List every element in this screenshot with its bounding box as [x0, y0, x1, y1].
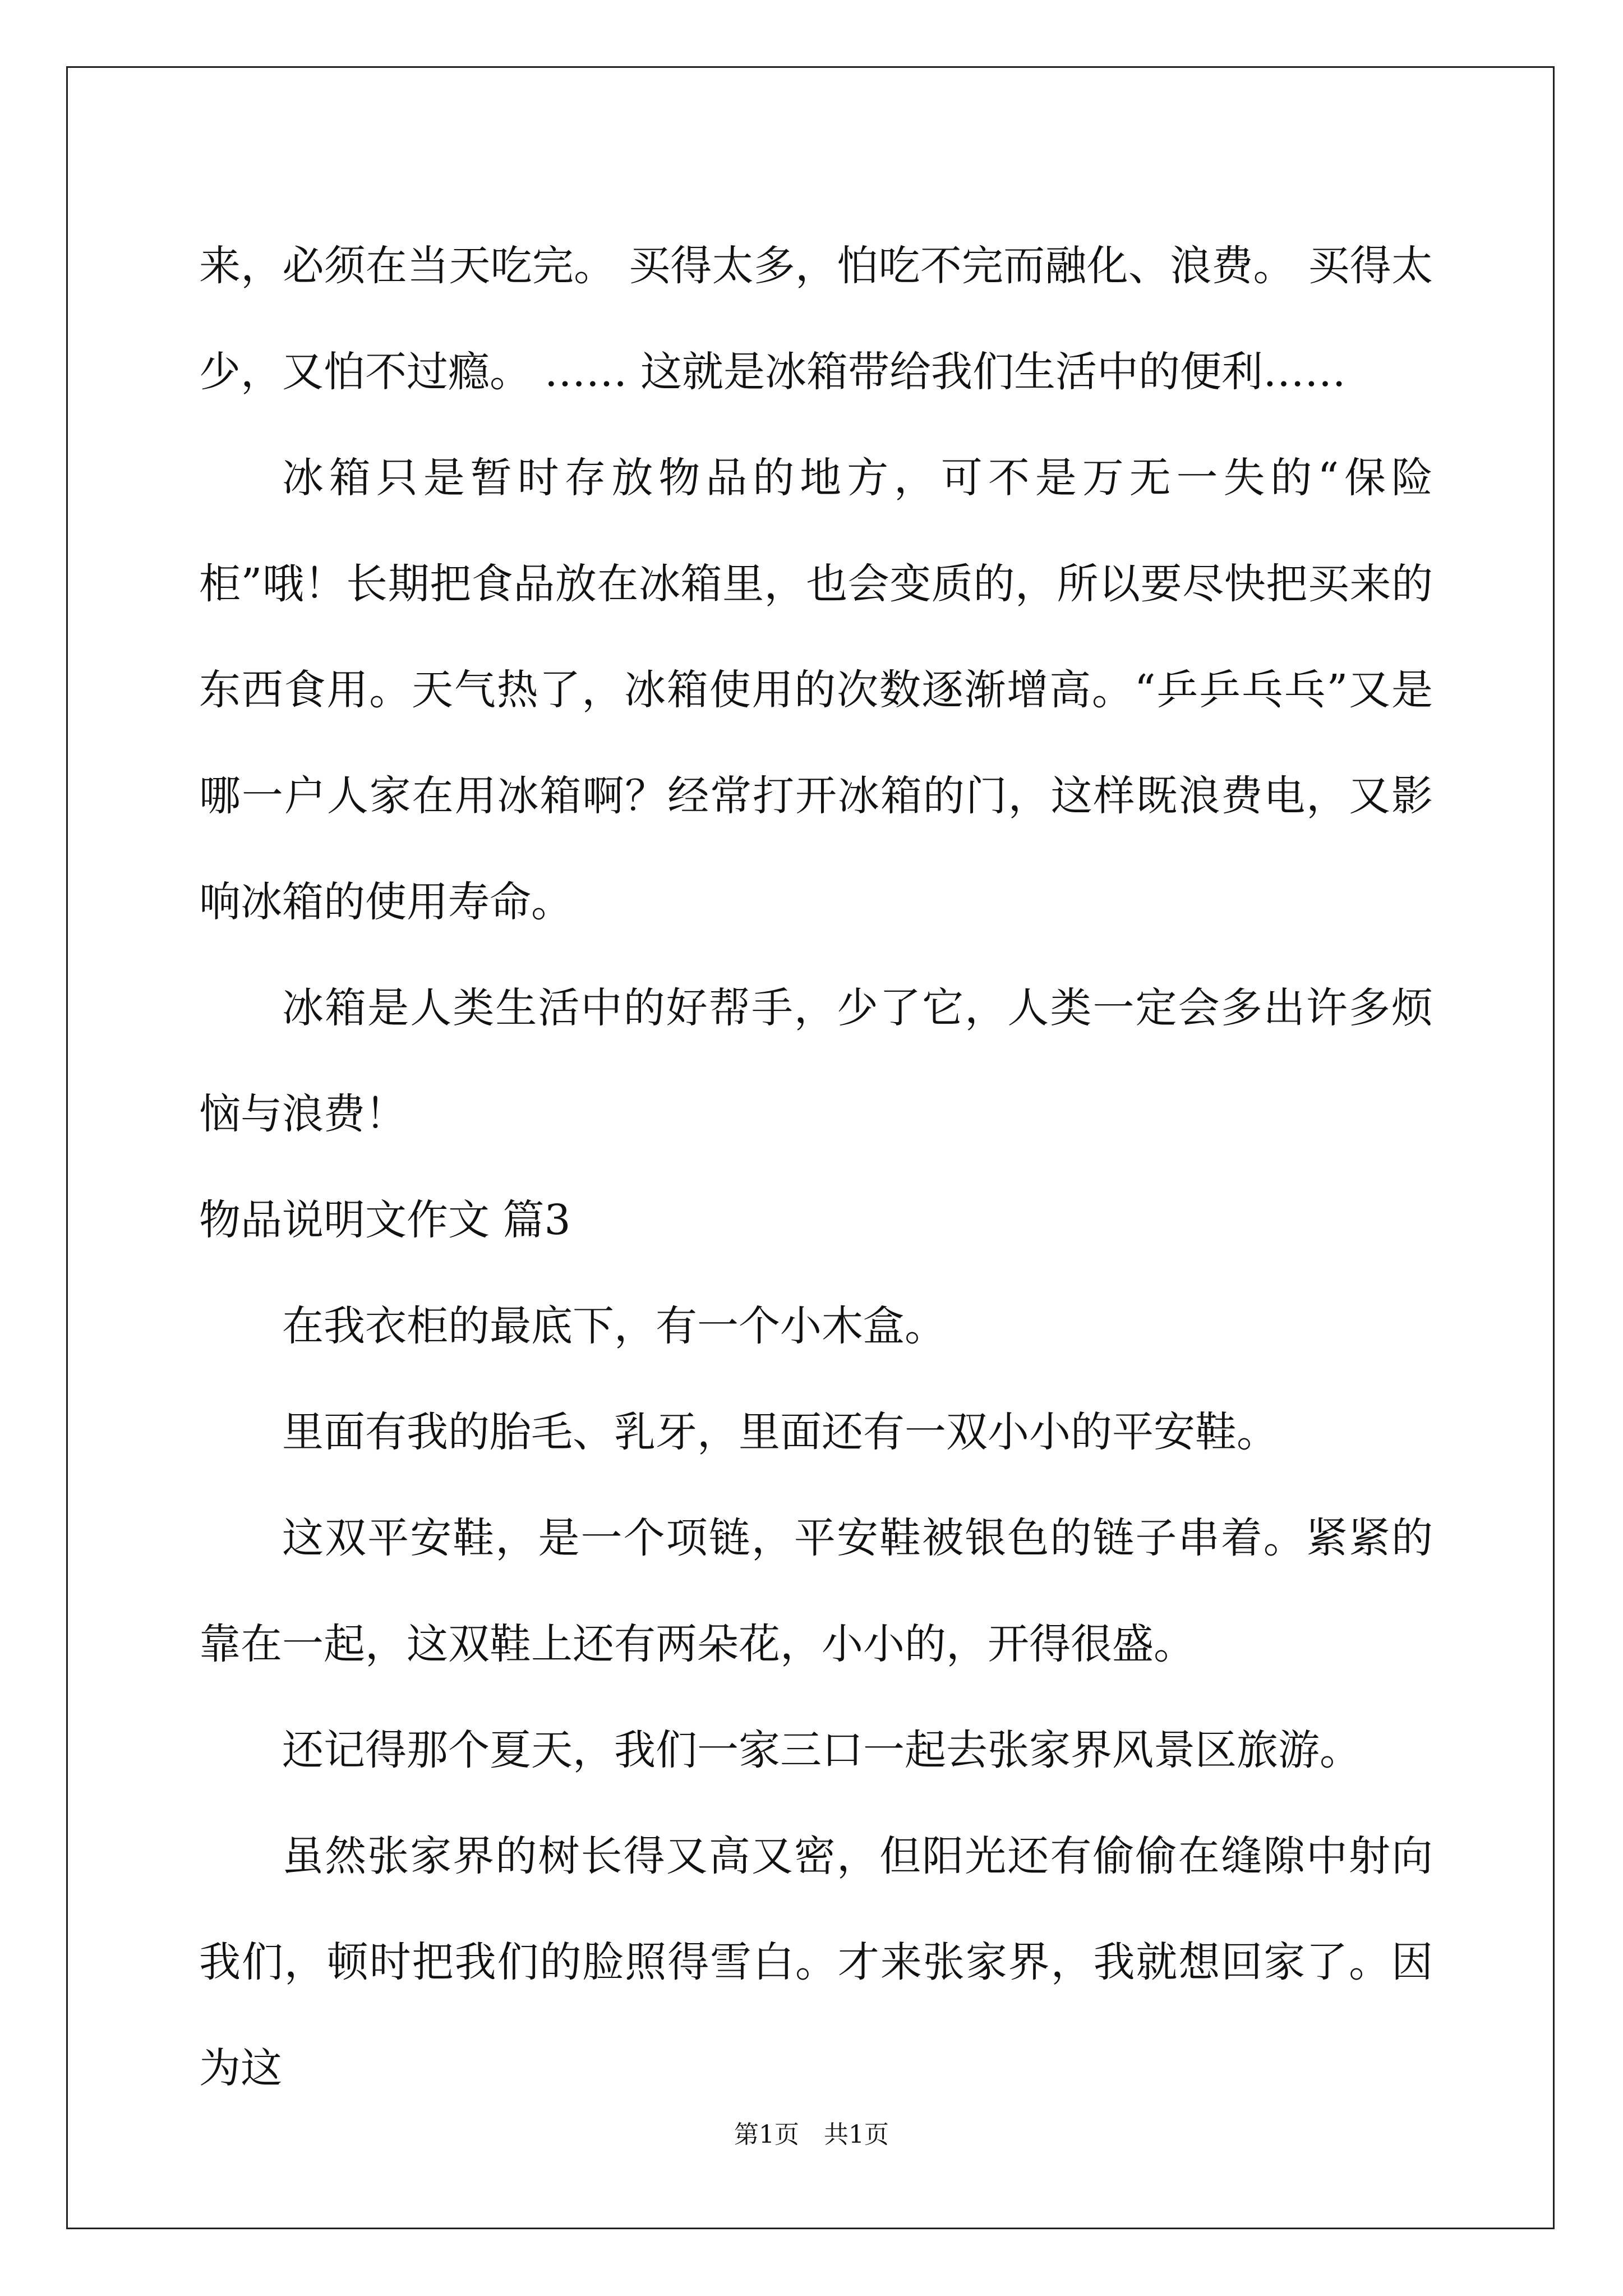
document-body	[199, 213, 1433, 2122]
paragraph: 虽然张家界的树长得又高又密，但阳光还有偷偷在缝隙中射向我们，顿时把我们的脸照得雪白。才来张家界，我就想回家了。因为这	[199, 1832, 1433, 2092]
paragraph: 里面有我的胎毛、乳牙，里面还有一双小小的平安鞋。	[282, 1408, 1278, 1456]
paragraph: 冰箱只是暂时存放物品的地方，可不是万无一失的“保险柜”哦！长期把食品放在冰箱里，也会变质的，所以要尽快把买来的东西食用。天气热了，冰箱使用的次数逐渐增高。“乒乒乓乓”又是哪一户人家在用冰箱啊？经常打开冰箱的门，这样既浪费电，又影响冰箱的使用寿命。	[199, 454, 1433, 926]
paragraph: 还记得那个夏天，我们一家三口一起去张家界风景区旅游。	[282, 1726, 1361, 1774]
paragraph: 这双平安鞋，是一个项链，平安鞋被银色的链子串着。紧紧的靠在一起，这双鞋上还有两朵花，小小的，开得很盛。	[199, 1514, 1433, 1668]
section-heading: 物品说明文作文 篇3	[199, 1196, 571, 1244]
paragraph: 来，必须在当天吃完。 买得太多，怕吃不完而融化、浪费。 买得太少，又怕不过瘾。 …… 这就是冰箱带给我们生活中的便利……	[199, 242, 1433, 396]
paragraph: 在我衣柜的最底下，有一个小木盒。	[282, 1302, 946, 1350]
page-footer: 第1页 共1页	[734, 2120, 889, 2149]
paragraph: 冰箱是人类生活中的好帮手，少了它，人类一定会多出许多烦恼与浪费！	[199, 984, 1433, 1138]
